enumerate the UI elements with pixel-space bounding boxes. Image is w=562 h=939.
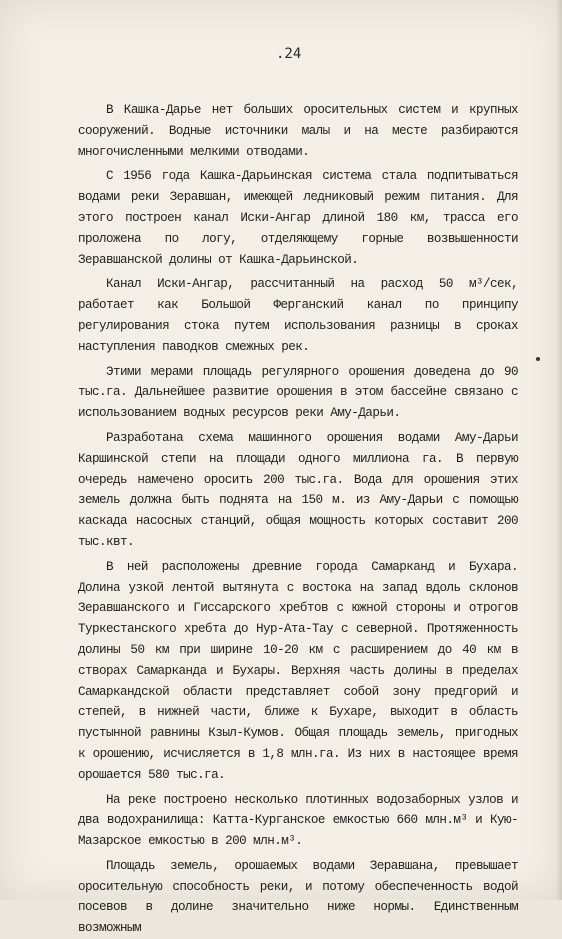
body-text [78, 100, 518, 939]
paragraph-karshi-steppe: Разработана схема машинного орошения водами Аму-Дарьи Каршинской степи на площади одного миллиона га. В первую очередь намечено оросить 200 тыс.га. Вода для орошения этих земель должна быть поднята на 150 м. из Аму-Дарьи с помощью каскада насосных станций, общая мощность которых составит 200 тыс.квт. [78, 430, 518, 549]
paragraph-water-supply: Площадь земель, орошаемых водами Зеравшана, превышает оросительную способность реки, и потому обеспеченность водой посевов в долине значительно ниже нормы. Единственным возможным [78, 858, 518, 936]
margin-dot [536, 357, 540, 361]
page-number: .24 [276, 46, 302, 62]
paragraph-kashka-darya-intro: В Кашка-Дарье нет больших оросительных систем и крупных сооружений. Водные источники малы и на месте разбираются многочисленными мелкими отводами. [78, 103, 518, 159]
paragraph-iski-angar-canal: С 1956 года Кашка-Дарьинская система стала подпитываться водами реки Зеравшан, имеющей ледниковый режим питания. Для этого построен канал Иски-Ангар длиной 180 км, трасса его проложена по логу, отделяющему горные возвышенности Зеравшанской долины от Кашка-Дарьинской. [78, 169, 518, 267]
paragraph-irrigation-area: Этими мерами площадь регулярного орошения доведена до 90 тыс.га. Дальнейшее развитие орошения в этом бассейне связано с использованием водных ресурсов реки Аму-Дарьи. [78, 364, 518, 421]
page-edge-shadow [556, 0, 562, 900]
paragraph-zeravshan-valley: В ней расположены древние города Самарканд и Бухара. Долина узкой лентой вытянута с востока на запад вдоль склонов Зеравшанского и Гиссарского хребтов с южной стороны и отрогов Туркестанского хребта до Нур-Ата-Тау с северной. Протяженность долины 50 км при ширине 10-20 км с расширением до 40 км в створах Самарканда и Бухары. Верхняя часть долины в пределах Самаркандской области представляет собой зону предгорий и степей, в нижней части, ближе к Бухаре, выходит в область пустынной равнины Кзыл-Кумов. Общая площадь земель, пригодных к орошению, исчисляется в 1,8 млн.га. Из них в настоящее время орошается 580 тыс.га. [78, 559, 518, 782]
paragraph-canal-capacity: Канал Иски-Ангар, рассчитанный на расход 50 м³/сек, работает как Большой Ферганский канал по принципу регулирования стока путем использования разницы в сроках наступления паводков смежных рек. [78, 277, 518, 354]
paragraph-reservoirs: На реке построено несколько плотинных водозаборных узлов и два водохранилища: Катта-Курганское емкостью 660 млн.м³ и Кую-Мазарское емкостью в 200 млн.м³. [78, 792, 518, 849]
